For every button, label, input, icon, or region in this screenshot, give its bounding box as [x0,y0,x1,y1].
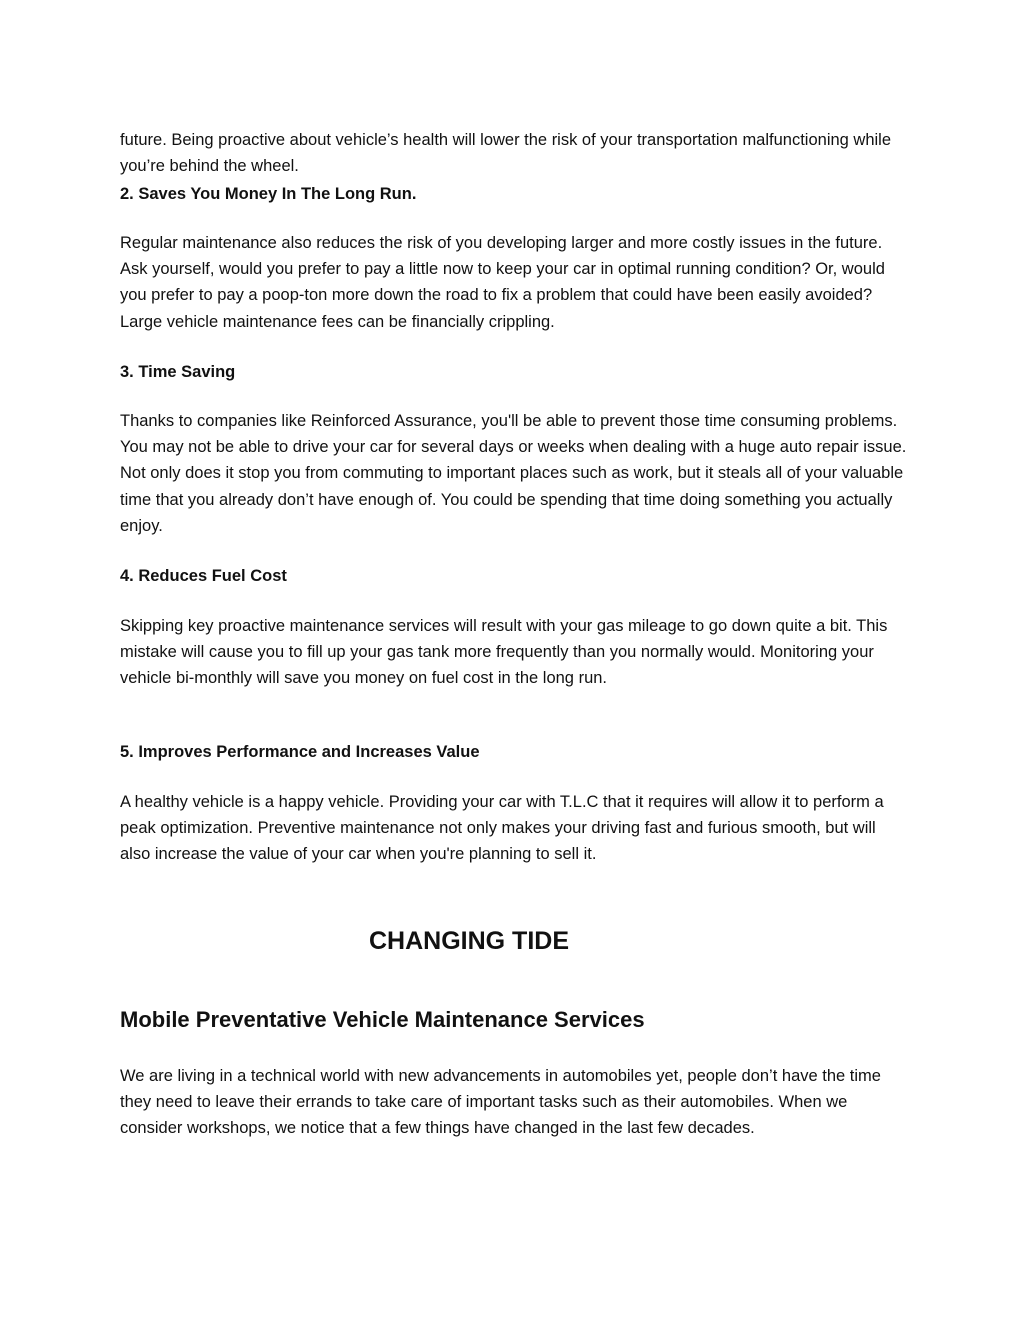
section-heading-performance: 5. Improves Performance and Increases Value [120,743,480,761]
closing-paragraph: We are living in a technical world with new advancements in automobiles yet, people don’t have the time they need to leave their errands to take care of important tasks such as their automobiles. When we consider workshops, we notice that a few things have changed in the last few decades. [120,1067,881,1138]
section-subtitle: Mobile Preventative Vehicle Maintenance Services [120,1007,645,1032]
section-body-performance: A healthy vehicle is a happy vehicle. Providing your car with T.L.C that it requires will allow it to perform a peak optimization. Preventive maintenance not only makes your driving fast and furious smooth, but will also increase the value of your car when you're planning to sell it. [120,793,884,864]
intro-paragraph: future. Being proactive about vehicle’s health will lower the risk of your transportation malfunctioning while you’re behind the wheel. [120,131,892,176]
section-body-fuel: Skipping key proactive maintenance services will result with your gas mileage to go down quite a bit. This mistake will cause you to fill up your gas tank more frequently than you normally would. Monitoring your vehicle bi-monthly will save you money on fuel cost in the long run. [120,617,888,688]
section-heading-time: 3. Time Saving [120,363,236,381]
section-heading-money: 2. Saves You Money In The Long Run. [120,185,417,203]
page-title: CHANGING TIDE [369,927,569,955]
section-body-money: Regular maintenance also reduces the risk of you developing larger and more costly issues in the future. Ask yourself, would you prefer to pay a little now to keep your car in optimal running condition? Or, would you prefer to pay a poop-ton more down the road to fix a problem that could have been easily avoided? Large vehicle maintenance fees can be financially crippling. [120,234,885,331]
section-body-time: Thanks to companies like Reinforced Assurance, you'll be able to prevent those time consuming problems. You may not be able to drive your car for several days or weeks when dealing with a huge auto repair issue. Not only does it stop you from commuting to important places such as work, but it steals all of your valuable time that you already don’t have enough of. You could be spending that time doing something you actually enjoy. [120,412,907,535]
section-heading-fuel: 4. Reduces Fuel Cost [120,567,287,585]
